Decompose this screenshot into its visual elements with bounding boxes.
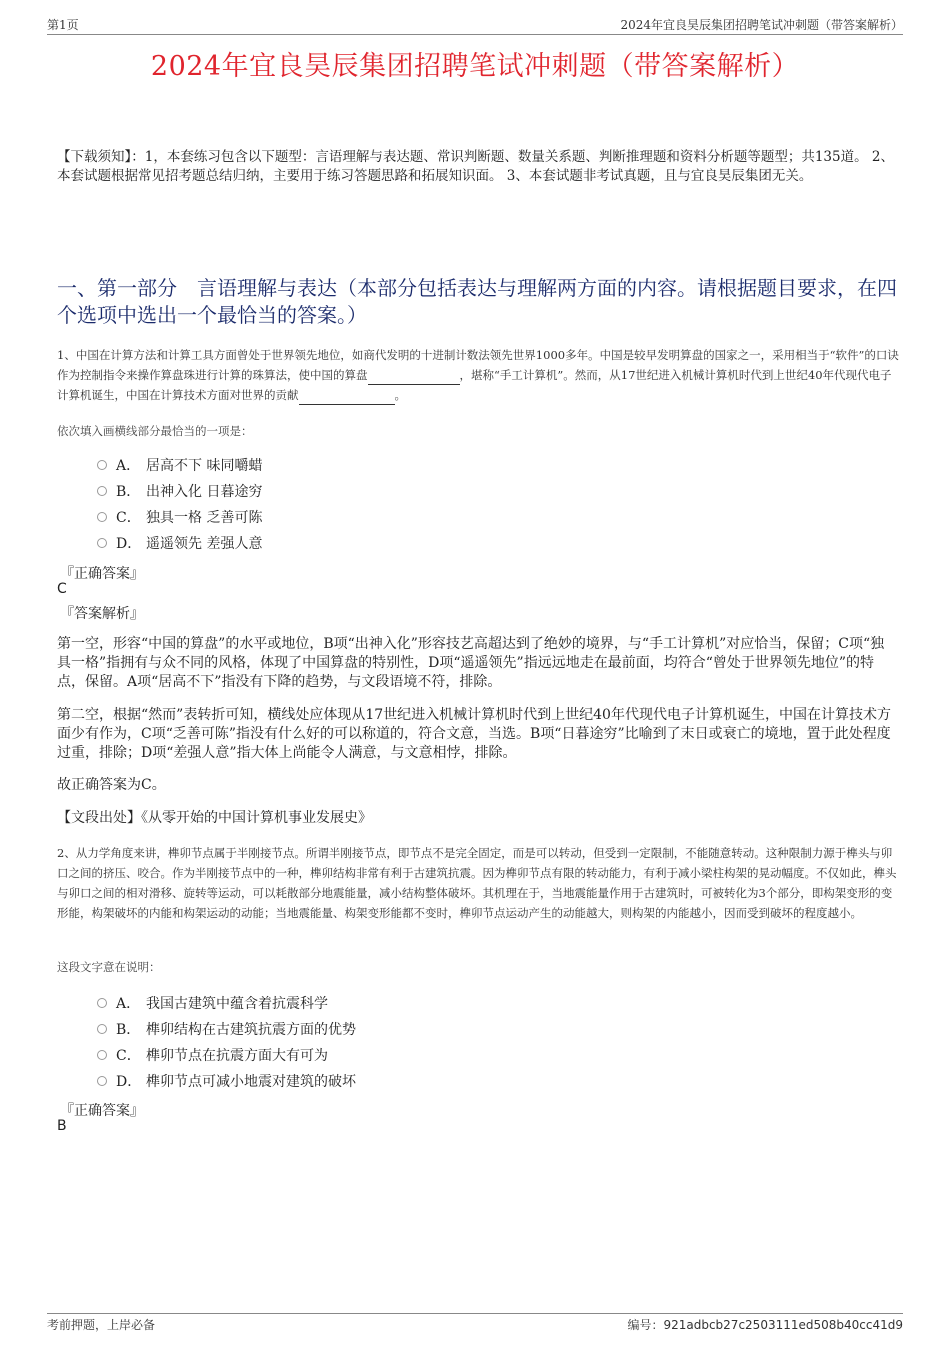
- radio-icon[interactable]: [97, 512, 107, 522]
- analysis-conclusion: 故正确答案为C。: [57, 777, 166, 793]
- source-citation: 【文段出处】《从零开始的中国计算机事业发展史》: [57, 810, 372, 826]
- answer-value: C: [57, 581, 67, 597]
- radio-icon[interactable]: [97, 1024, 107, 1034]
- analysis-label: 『答案解析』: [60, 606, 144, 622]
- section-title: 一、第一部分 言语理解与表达（本部分包括表达与理解两方面的内容。请根据题目要求，在四个选项中选出一个最恰当的答案。）: [57, 276, 897, 327]
- answer-label: 『正确答案』: [60, 1103, 144, 1119]
- question-1-prompt: 依次填入画横线部分最恰当的一项是：: [57, 424, 253, 438]
- question-2-prompt: 这段文字意在说明：: [57, 960, 161, 974]
- footer-code: 编号：921adbcb27c2503111ed508b40cc41d9: [627, 1318, 903, 1332]
- page-number: 第1页: [47, 18, 79, 32]
- option-a[interactable]: A． 居高不下 味同嚼蜡: [97, 452, 262, 478]
- radio-icon[interactable]: [97, 1050, 107, 1060]
- radio-icon[interactable]: [97, 538, 107, 548]
- analysis-paragraph-2: 第二空，根据“然而”表转折可知，横线处应体现从17世纪进入机械计算机时代到上世纪40年代现代电子计算机诞生，中国在计算技术方面少有作为，C项“乏善可陈”指没有什么好的可以称道的，符合文意，当选。B项“日暮途穷”比喻到了末日或衰亡的境地，置于此处程度过重，排除；D项“差强人意”指大体上尚能令人满意，与文意相悖，排除。: [57, 707, 891, 761]
- answer-label: 『正确答案』: [60, 566, 144, 582]
- option-b[interactable]: B． 榫卯结构在古建筑抗震方面的优势: [97, 1016, 356, 1042]
- option-c[interactable]: C． 榫卯节点在抗震方面大有可为: [97, 1042, 356, 1068]
- option-d[interactable]: D． 榫卯节点可减小地震对建筑的破坏: [97, 1068, 356, 1094]
- blank-1: [368, 370, 460, 385]
- page-footer: [47, 1313, 903, 1332]
- document-title: 2024年宜良昊辰集团招聘笔试冲刺题（带答案解析）: [150, 51, 800, 82]
- footer-slogan: 考前押题，上岸必备: [47, 1318, 156, 1332]
- radio-icon[interactable]: [97, 486, 107, 496]
- question-1-text: 1、中国在计算方法和计算工具方面曾处于世界领先地位，如商代发明的十进制计数法领先世界1000多年。中国是较早发明算盘的国家之一，采用相当于“软件”的口诀作为控制指令来操作算盘珠进行计算的珠算法，使中国的算盘 ，堪称“手工计算机”。然而，从17世纪进入机械计算机时代到上世纪40年代现代电子计算机诞生，中国在计算技术方面对世界的贡献 。: [57, 345, 899, 405]
- option-d[interactable]: D． 遥遥领先 差强人意: [97, 530, 262, 556]
- radio-icon[interactable]: [97, 998, 107, 1008]
- option-b[interactable]: B． 出神入化 日暮途穷: [97, 478, 262, 504]
- radio-icon[interactable]: [97, 1076, 107, 1086]
- option-c[interactable]: C． 独具一格 乏善可陈: [97, 504, 262, 530]
- page-header: [47, 14, 903, 35]
- blank-2: [299, 390, 395, 405]
- download-notice: 【下载须知】：1，本套练习包含以下题型：言语理解与表达题、常识判断题、数量关系题、判断推理题和资料分析题等题型；共135道。 2、本套试题根据常见招考题总结归纳，主要用于练习答题思路和拓展知识面。 3、本套试题非考试真题，且与宜良昊辰集团无关。: [57, 149, 894, 184]
- question-1-options: [97, 452, 262, 556]
- option-a[interactable]: A． 我国古建筑中蕴含着抗震科学: [97, 990, 356, 1016]
- question-2-options: [97, 990, 356, 1094]
- analysis-paragraph-1: 第一空，形容“中国的算盘”的水平或地位，B项“出神入化”形容技艺高超达到了绝妙的境界，与“手工计算机”对应恰当，保留；C项“独具一格”指拥有与众不同的风格，体现了中国算盘的特别性，D项“遥遥领先”指远远地走在最前面，均符合“曾处于世界领先地位”的特点，保留。A项“居高不下”指没有下降的趋势，与文段语境不符，排除。: [57, 636, 885, 690]
- answer-value: B: [57, 1118, 67, 1134]
- radio-icon[interactable]: [97, 460, 107, 470]
- question-2-text: 2、从力学角度来讲，榫卯节点属于半刚接节点。所谓半刚接节点，即节点不是完全固定，而是可以转动，但受到一定限制，不能随意转动。这种限制力源于榫头与卯口之间的挤压、咬合。作为半刚接节点中的一种，榫卯结构非常有利于古建筑抗震。因为榫卯节点有限的转动能力，有利于减小梁柱构架的晃动幅度。不仅如此，榫头与卯口之间的相对滑移、旋转等运动，可以耗散部分地震能量，减小结构整体破坏。其机理在于，当地震能量作用于古建筑时，可被转化为3个部分，即构架变形的变形能，构架破坏的内能和构架运动的动能；当地震能量、构架变形能都不变时，榫卯节点运动产生的动能越大，则构架的内能越小，因而受到破坏的程度越小。: [57, 846, 897, 920]
- header-doc-title: 2024年宜良昊辰集团招聘笔试冲刺题（带答案解析）: [620, 18, 903, 32]
